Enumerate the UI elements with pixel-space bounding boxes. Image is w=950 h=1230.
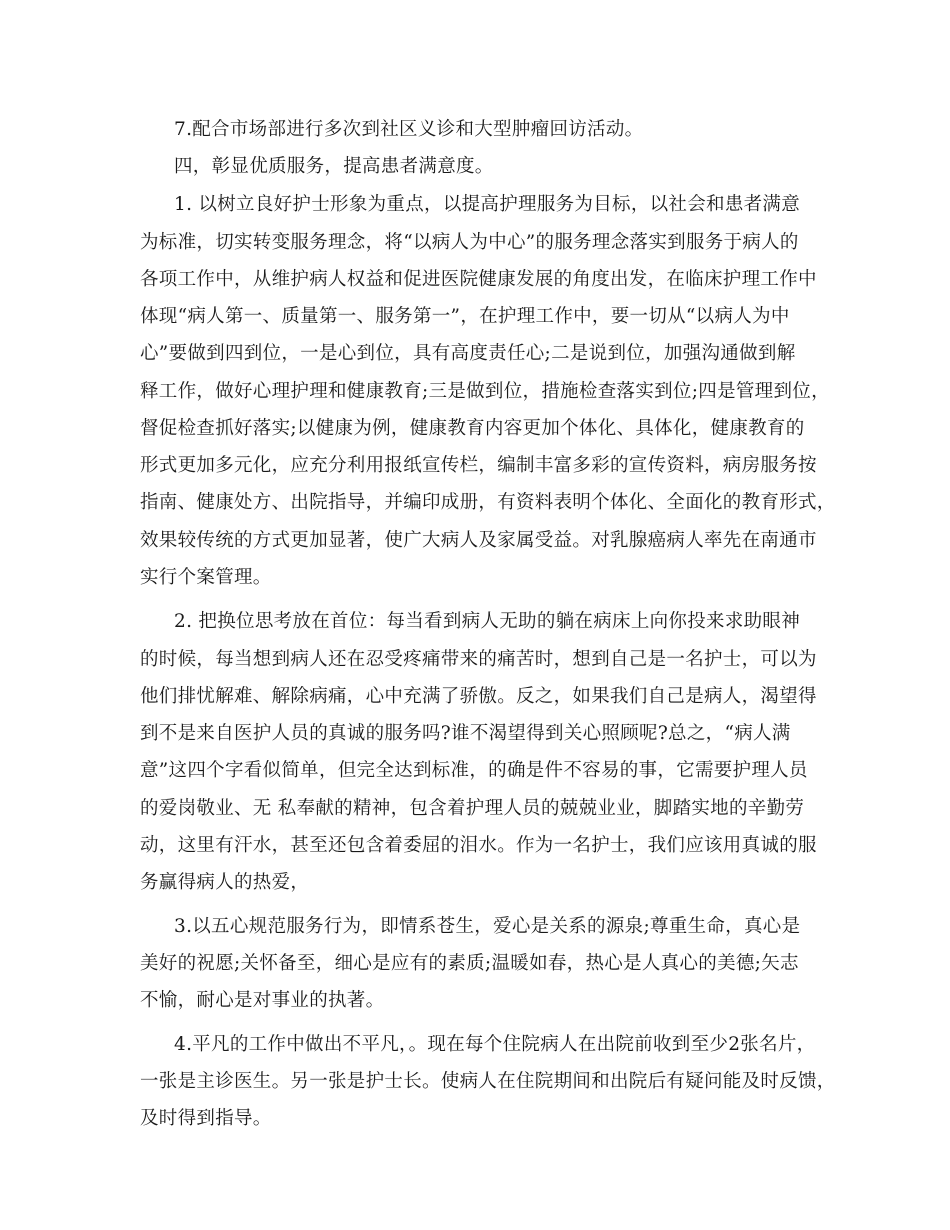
text-line: 指南、健康处方、出院指导，并编印成册，有资料表明个体化、全面化的教育形式，	[140, 492, 836, 513]
text-line: 他们排忧解难、解除病痛，心中充满了骄傲。反之，如果我们自己是病人，渴望得	[140, 686, 817, 707]
text-line: 体现“病人第一、质量第一、服务第一”，在护理工作中，要一切从“以病人为中	[140, 306, 790, 327]
text-line: 意”这四个字看似简单，但完全达到标准，的确是件不容易的事，它需要护理人员	[140, 760, 808, 781]
text-line: 美好的祝愿;关怀备至，细心是应有的素质;温暖如春，热心是人真心的美德;矢志	[140, 953, 799, 974]
text-line: 效果较传统的方式更加显著，使广大病人及家属受益。对乳腺癌病人率先在南通市	[140, 530, 817, 551]
text-line: 7.配合市场部进行多次到社区义诊和大型肿瘤回访活动。	[174, 119, 644, 140]
text-line: 督促检查抓好落实;以健康为例，健康教育内容更加个体化、具体化，健康教育的	[140, 418, 805, 439]
text-line: 3.以五心规范服务行为，即情系苍生，爱心是关系的源泉;尊重生命，真心是	[174, 916, 801, 937]
text-line: 形式更加多元化，应充分利用报纸宣传栏，编制丰富多彩的宣传资料，病房服务按	[140, 455, 817, 476]
text-line: 及时得到指导。	[140, 1108, 272, 1129]
text-line: 2. 把换位思考放在首位：每当看到病人无助的躺在病床上向你投来求助眼神	[174, 611, 801, 632]
text-line: 一张是主诊医生。另一张是护士长。使病人在住院期间和出院后有疑问能及时反馈，	[140, 1071, 836, 1092]
text-line: 务赢得病人的热爱，	[140, 872, 310, 893]
text-line: 4.平凡的工作中做出不平凡，。现在每个住院病人在出院前收到至少2张名片，	[174, 1034, 816, 1055]
text-line: 各项工作中，从维护病人权益和促进医院健康发展的角度出发，在临床护理工作中	[140, 269, 817, 290]
text-line: 1. 以树立良好护士形象为重点，以提高护理服务为目标，以社会和患者满意	[174, 194, 801, 215]
section-heading: 四，彰显优质服务，提高患者满意度。	[174, 156, 494, 177]
text-line: 的爱岗敬业、无 私奉献的精神，包含着护理人员的兢兢业业，脚踏实地的辛勤劳	[140, 798, 805, 819]
text-line: 的时候，每当想到病人还在忍受疼痛带来的痛苦时，想到自己是一名护士，可以为	[140, 649, 817, 670]
text-line: 实行个案管理。	[140, 567, 272, 588]
text-line: 到不是来自医护人员的真诚的服务吗?谁不渴望得到关心照顾呢?总之，“病人满	[140, 723, 791, 744]
text-line: 动，这里有汗水，甚至还包含着委屈的泪水。作为一名护士，我们应该用真诚的服	[140, 835, 817, 856]
text-line: 不愉，耐心是对事业的执著。	[140, 990, 385, 1011]
text-line: 为标准，切实转变服务理念，将“以病人为中心”的服务理念落实到服务于病人的	[140, 232, 799, 253]
text-line: 释工作，做好心理护理和健康教育;三是做到位，措施检查落实到位;四是管理到位，	[140, 381, 830, 402]
text-line: 心”要做到四到位，一是心到位，具有高度责任心;二是说到位，加强沟通做到解	[140, 343, 796, 364]
